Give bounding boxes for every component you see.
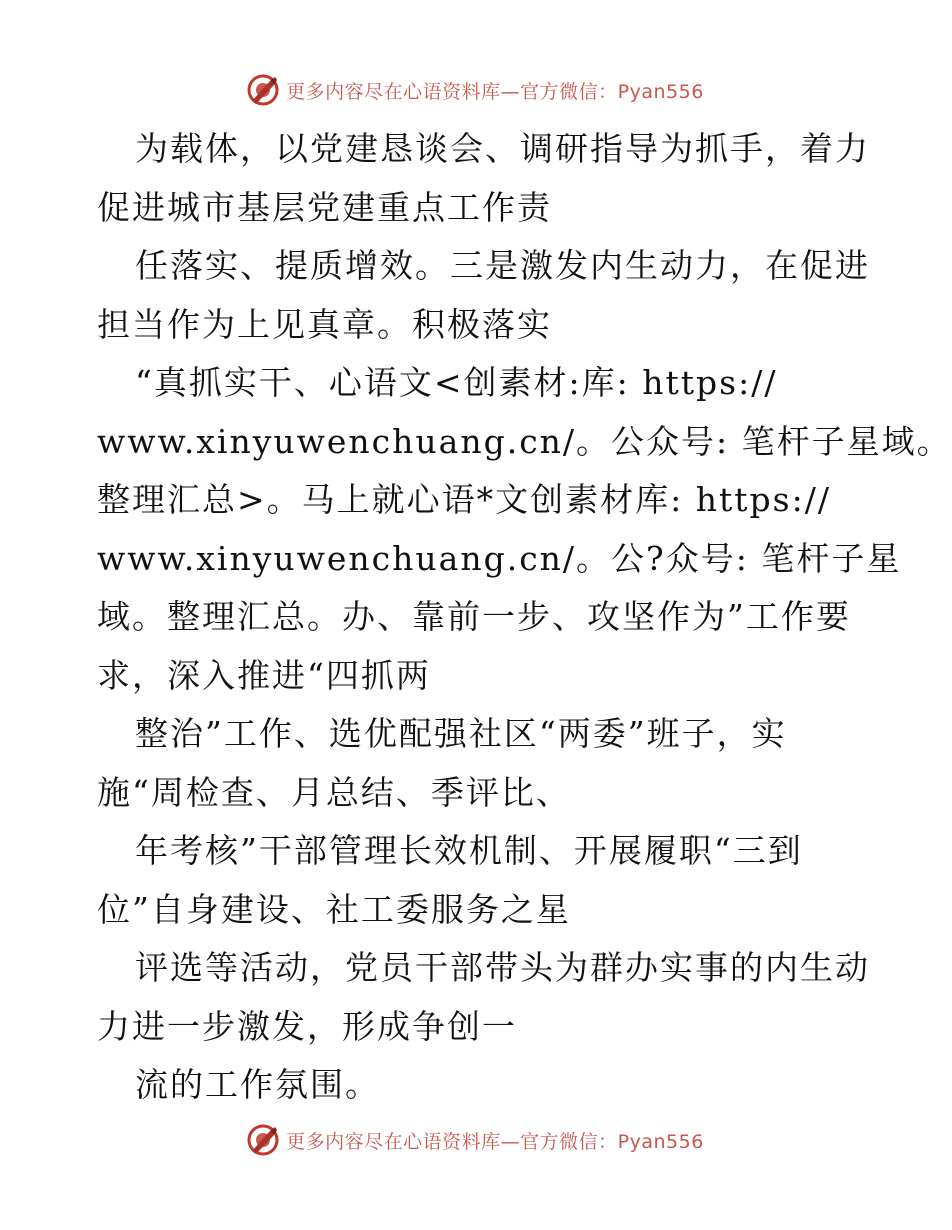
text-line: 整治”工作、选优配强社区“两委”班子，实 — [135, 714, 787, 753]
watermark-text: 更多内容尽在心语资料库—官方微信：Pyan556 — [286, 1130, 704, 1153]
text-line: 促进城市基层党建重点工作责 — [97, 187, 552, 227]
text-line: www.xinyuwenchuang.cn/。公?众号: 笔杆子星 — [97, 538, 902, 578]
watermark-text: 更多内容尽在心语资料库—官方微信：Pyan556 — [286, 80, 704, 103]
document-body — [97, 120, 952, 1115]
header-watermark — [0, 70, 950, 110]
pen-logo-icon — [246, 73, 280, 107]
text-line: 担当作为上见真章。积极落实 — [97, 304, 552, 344]
text-line: 为载体，以党建恳谈会、调研指导为抓手，着力 — [135, 129, 870, 168]
text-line: 任落实、提质增效。三是激发内生动力，在促进 — [135, 246, 870, 285]
text-line: 评选等活动，党员干部带头为群办实事的内生动 — [135, 948, 870, 987]
text-line: 流的工作氛围。 — [135, 1065, 380, 1104]
text-line: 求，深入推进“四抓两 — [97, 655, 431, 695]
text-line: 整理汇总>。马上就心语*文创素材库: https:// — [97, 480, 831, 519]
text-line: 位”自身建设、社工委服务之星 — [97, 889, 571, 929]
text-line: 年考核”干部管理长效机制、开展履职“三到 — [135, 831, 803, 870]
pen-logo-icon — [246, 1123, 280, 1157]
text-line: 施“周检查、月总结、季评比、 — [97, 772, 571, 812]
text-line: “真抓实干、心语文<创素材:库: https:// — [135, 363, 778, 402]
text-line: 域。整理汇总。办、靠前一步、攻坚作为”工作要 — [97, 597, 851, 636]
text-line: 力进一步激发，形成争创一 — [97, 1006, 517, 1046]
text-line: www.xinyuwenchuang.cn/。公众号: 笔杆子星域。 — [97, 421, 952, 461]
footer-watermark — [0, 1120, 950, 1160]
